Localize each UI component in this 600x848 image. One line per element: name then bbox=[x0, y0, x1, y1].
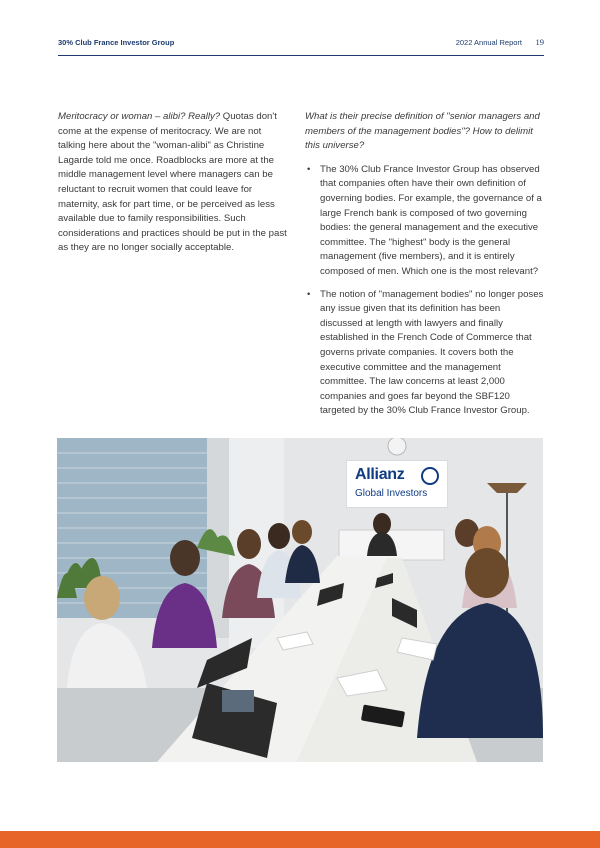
allianz-logo-icon bbox=[421, 467, 439, 485]
wall-clock bbox=[388, 438, 406, 455]
footer-accent-bar bbox=[0, 831, 600, 848]
allianz-subtitle: Global Investors bbox=[355, 488, 428, 499]
header-divider bbox=[58, 55, 544, 56]
page-number: 19 bbox=[535, 37, 544, 47]
left-paragraph bbox=[58, 110, 290, 256]
left-lead-italic: Meritocracy or woman – alibi? Really? bbox=[58, 111, 221, 122]
header-org-name: 30% Club France Investor Group bbox=[58, 38, 175, 47]
right-question bbox=[305, 110, 545, 154]
bullet-text: The 30% Club France Investor Group has observed that companies often have their own definition of governing bodies. For example, the governance of a large French bank is composed of two governing bodies: the general management and the executive committee. The "highest" body is the general management (five members), and it is entirely composed of men. Which one is the most relevant? bbox=[320, 163, 542, 277]
bullet-dot: • bbox=[307, 288, 311, 300]
right-question-text: What is their precise definition of "senior managers and members of the management bodies"? How to delimit this universe? bbox=[305, 111, 540, 152]
left-column bbox=[58, 110, 290, 256]
list-item bbox=[305, 288, 545, 419]
bullet-dot: • bbox=[307, 163, 311, 175]
meeting-photo bbox=[57, 438, 543, 762]
header-report-title: 2022 Annual Report bbox=[455, 38, 522, 47]
page-header bbox=[58, 38, 544, 54]
bullet-list bbox=[305, 163, 545, 419]
meeting-photo-illustration bbox=[57, 438, 543, 762]
allianz-brand: Allianz bbox=[355, 466, 405, 483]
list-item bbox=[305, 163, 545, 280]
right-column bbox=[305, 110, 545, 427]
allianz-sign bbox=[346, 460, 448, 508]
left-body-text: Quotas don't come at the expense of meritocracy. We are not talking here about the "woman-alibi" as Christine Lagarde told me once. Roadblocks are more at the middle management level where managers can be reluctant to recruit women that could leave for maternity, ask for part time, or be perceived as less available due to family responsibilities. Such considerations and practices should be put in the past as they are no longer socially acceptable. bbox=[58, 111, 287, 254]
bullet-text: The notion of "management bodies" no longer poses any issue given that its definition has been discussed at length with lawyers and finally established in the French Code of Commerce that governs private companies. It covers both the executive committee and the management committee. The law concerns at least 2,000 companies and goes far beyond the SBF120 targeted by the 30% Club France Investor Group. bbox=[320, 288, 544, 417]
